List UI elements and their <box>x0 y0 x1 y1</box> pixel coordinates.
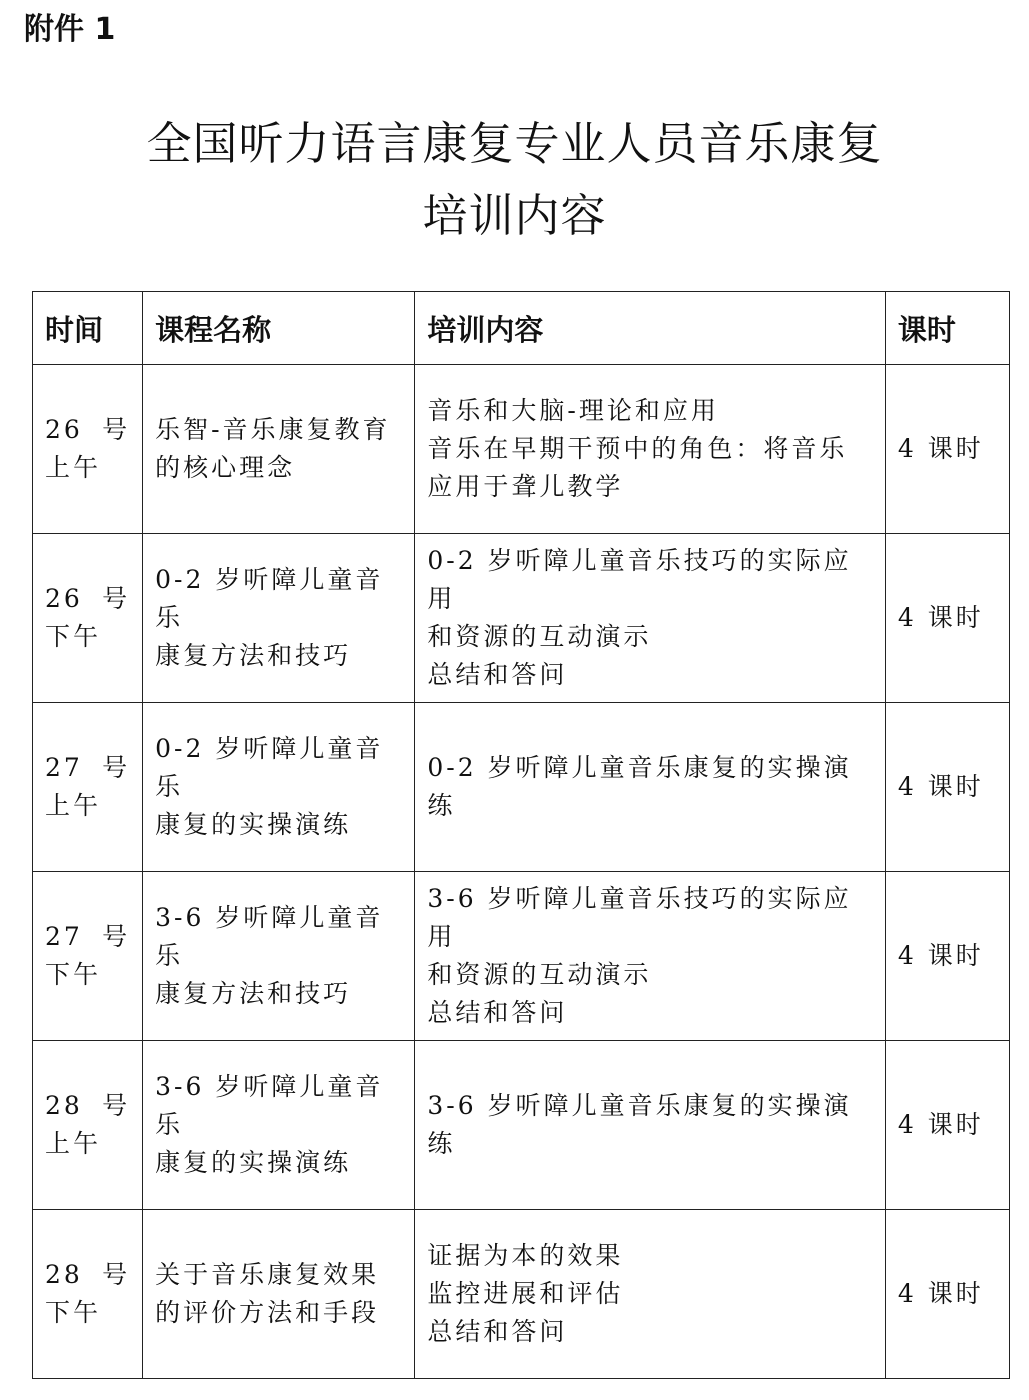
training-content-line: 音乐在早期干预中的角色：将音乐 <box>427 434 848 463</box>
time-period: 上午 <box>45 791 102 820</box>
training-content-line: 监控进展和评估 <box>427 1279 624 1308</box>
schedule-table <box>32 291 1010 1379</box>
training-content-line: 总结和答问 <box>427 1317 568 1346</box>
training-content-cell <box>415 365 885 534</box>
day-number: 26 <box>45 415 83 444</box>
course-name-line: 康复方法和技巧 <box>155 641 352 670</box>
course-name-line: 的核心理念 <box>155 453 296 482</box>
time-period: 下午 <box>45 622 102 651</box>
time-date <box>45 749 130 787</box>
time-period: 上午 <box>45 1129 102 1158</box>
course-name-line: 0-2 岁听障儿童音乐 <box>155 565 384 632</box>
time-cell <box>33 703 143 872</box>
course-name-line: 康复的实操演练 <box>155 810 352 839</box>
training-content-line: 3-6 岁听障儿童音乐技巧的实际应用 <box>427 884 852 951</box>
course-name-line: 乐智-音乐康复教育 <box>155 415 391 444</box>
day-number: 27 <box>45 922 83 951</box>
class-hours-cell: 4 课时 <box>885 1041 1009 1210</box>
document-title <box>0 108 1029 252</box>
header-time: 时间 <box>33 292 143 365</box>
course-name-cell <box>143 703 415 872</box>
course-name-line: 关于音乐康复效果 <box>155 1260 380 1289</box>
table-row <box>33 703 1010 872</box>
course-name-line: 康复的实操演练 <box>155 1148 352 1177</box>
day-unit: 号 <box>102 1091 131 1120</box>
time-cell <box>33 365 143 534</box>
table-row <box>33 1210 1010 1379</box>
training-content-line: 0-2 岁听障儿童音乐技巧的实际应用 <box>427 546 852 613</box>
day-number: 27 <box>45 753 83 782</box>
time-date <box>45 918 130 956</box>
training-content-line: 和资源的互动演示 <box>427 622 652 651</box>
header-training-content: 培训内容 <box>415 292 885 365</box>
document-title-line-1: 全国听力语言康复专业人员音乐康复 <box>146 117 883 170</box>
course-name-line: 3-6 岁听障儿童音乐 <box>155 1072 384 1139</box>
day-number: 26 <box>45 584 83 613</box>
time-period: 下午 <box>45 1298 102 1327</box>
table-row <box>33 872 1010 1041</box>
day-unit: 号 <box>102 753 131 782</box>
course-name-line: 的评价方法和手段 <box>155 1298 380 1327</box>
time-cell <box>33 872 143 1041</box>
day-number: 28 <box>45 1091 83 1120</box>
class-hours-cell: 4 课时 <box>885 534 1009 703</box>
training-content-cell <box>415 703 885 872</box>
class-hours-cell: 4 课时 <box>885 872 1009 1041</box>
time-cell <box>33 534 143 703</box>
header-class-hours: 课时 <box>885 292 1009 365</box>
training-content-line: 证据为本的效果 <box>427 1241 624 1270</box>
header-course-name: 课程名称 <box>143 292 415 365</box>
table-row <box>33 534 1010 703</box>
time-cell <box>33 1041 143 1210</box>
class-hours-cell: 4 课时 <box>885 365 1009 534</box>
time-cell <box>33 1210 143 1379</box>
time-period: 上午 <box>45 453 102 482</box>
training-content-line: 和资源的互动演示 <box>427 960 652 989</box>
training-content-line: 3-6 岁听障儿童音乐康复的实操演练 <box>427 1091 852 1158</box>
day-unit: 号 <box>102 584 131 613</box>
time-date <box>45 1256 130 1294</box>
time-date <box>45 411 130 449</box>
course-name-line: 康复方法和技巧 <box>155 979 352 1008</box>
time-date <box>45 1087 130 1125</box>
training-content-cell <box>415 1041 885 1210</box>
training-content-line: 总结和答问 <box>427 998 568 1027</box>
time-period: 下午 <box>45 960 102 989</box>
table-row <box>33 365 1010 534</box>
course-name-line: 0-2 岁听障儿童音乐 <box>155 734 384 801</box>
day-unit: 号 <box>102 1260 131 1289</box>
training-content-cell <box>415 872 885 1041</box>
day-unit: 号 <box>102 415 131 444</box>
course-name-cell <box>143 1210 415 1379</box>
schedule-body <box>33 365 1010 1379</box>
class-hours-cell: 4 课时 <box>885 1210 1009 1379</box>
day-unit: 号 <box>102 922 131 951</box>
course-name-cell <box>143 534 415 703</box>
day-number: 28 <box>45 1260 83 1289</box>
course-name-line: 3-6 岁听障儿童音乐 <box>155 903 384 970</box>
table-header-row <box>33 292 1010 365</box>
time-date <box>45 580 130 618</box>
course-name-cell <box>143 365 415 534</box>
training-content-line: 应用于聋儿教学 <box>427 472 624 501</box>
annex-label: 附件 1 <box>24 12 116 47</box>
training-content-line: 0-2 岁听障儿童音乐康复的实操演练 <box>427 753 852 820</box>
class-hours-cell: 4 课时 <box>885 703 1009 872</box>
training-content-line: 音乐和大脑-理论和应用 <box>427 396 719 425</box>
training-content-cell <box>415 1210 885 1379</box>
document-title-line-2: 培训内容 <box>422 189 607 242</box>
course-name-cell <box>143 1041 415 1210</box>
course-name-cell <box>143 872 415 1041</box>
training-content-cell <box>415 534 885 703</box>
training-content-line: 总结和答问 <box>427 660 568 689</box>
table-row <box>33 1041 1010 1210</box>
